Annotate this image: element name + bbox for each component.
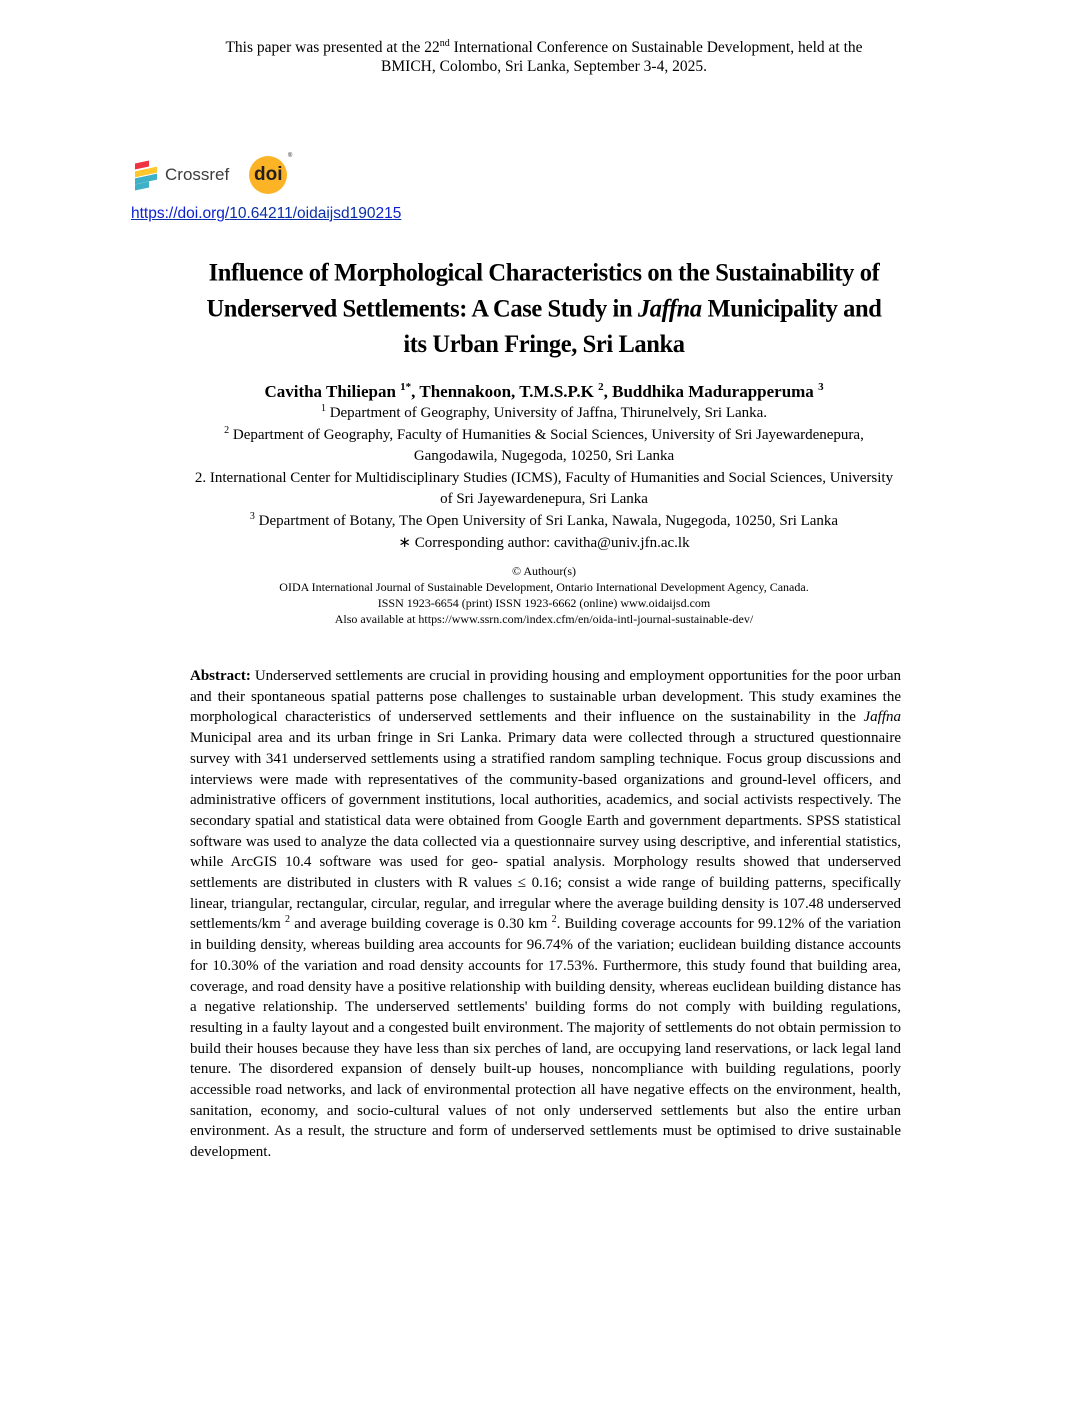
conference-note-line2: BMICH, Colombo, Sri Lanka, September 3-4, 2025. [381,58,707,75]
author: Thennakoon, T.M.S.P.K $^2$, [419,381,613,401]
issn: ISSN 1923-6654 (print) ISSN 1923-6662 (online) www.oidaijsd.com [377,596,711,610]
affiliation-1: $^1$ Department of Geography, University of Jaffna, Thirunelvely, Sri Lanka. [320,403,768,421]
abstract: Abstract: Underserved settlements are crucial in providing housing and employment opportunities for the poor urban and their spontaneous spatial patterns pose challenges to sustainable urban development. This study examines the morphological characteristics of underserved settlements and their influence on the sustainability in the Jaffna Municipal area and its urban fringe in Sri Lanka. Primary data were collected through a structured questionnaire survey with 341 underserved settlements using a stratified random sampling technique. Focus group discussions and interviews were made with representatives of the community-based organizations and ground-level officers, and administrative officers of government institutions, local authorities, academics, and social activists respectively. The secondary spatial and statistical data were obtained from Google Earth and government departments. SPSS statistical software was used to analyze the data collected via a questionnaire survey using descriptive, and inferential statistics, while ArcGIS 10.4 software was used for geo- spatial analysis. Morphology results showed that underserved settlements are distributed in clusters with R values ≤ 0.16; consist a wide range of building patterns, specifically linear, triangular, rectangular, circular, regular, and irregular where the average building density is 107.48 underserved settlements/km $^2$ and average building coverage is 0.30 km $^2$. Building coverage accounts for 99.12% of the variation in building density, whereas building area accounts for 96.74% of the variation; euclidean building distance accounts for 10.30% of the variation and road density accounts for 17.53%. Furthermore, this study found that building area, coverage, and road density have a positive relationship with building density, whereas euclidean building distance has a negative relationship. The underserved settlements' building forms do not comply with building regulations, resulting in a faulty layout and a congested built environment. The majority of settlements do not obtain permission to build their houses because they have less than six perches of land, are occupying land reservations, or lack legal land tenure. The disordered expansion of densely built-up houses, noncompliance with building regulations, poorly accessible road networks, and lack of environmental protection all have negative effects on the environment, health, sanitation, economy, and socio-cultural values of not only underserved settlements but also the entire urban environment. As a result, the structure and form of underserved settlements must be optimised to drive sustainable development. [190,668,901,1161]
affiliations [110,403,978,554]
crossref-logo-icon [135,160,161,190]
author-list [110,381,978,403]
affiliation-2b-cont: of Sri Jayewardenepura, Sri Lanka [440,491,648,508]
journal-info [160,563,928,627]
corresponding-author: ∗ Corresponding author: cavitha@univ.jfn.ac.lk [398,534,690,551]
abstract-label: Abstract: [190,668,251,684]
ssrn-link: Also available at https://www.ssrn.com/index.cfm/en/oida-intl-journal-sustainable-dev/ [334,612,754,626]
journal-name: OIDA International Journal of Sustainable Development, Ontario International Development Agency, Canada. [279,580,809,594]
author: Cavitha Thiliepan $^{1*}$, [264,381,420,401]
affiliation-2-cont: Gangodawila, Nugegoda, 10250, Sri Lanka [413,448,675,465]
publisher-logos [135,153,293,195]
copyright: © Authour(s) [511,564,577,578]
affiliation-2: $^2$ Department of Geography, Faculty of Humanities & Social Sciences, University of Sri Jayewardenepura, [224,424,864,443]
author: Buddhika Madurapperuma $^3$ [612,381,824,401]
doi-logo-icon: doi ® [249,156,287,194]
affiliation-2b: 2. International Center for Multidisciplinary Studies (ICMS), Faculty of Humanities and Social Sciences, University [194,469,894,486]
paper-title: Influence of Morphological Characteristics on the Sustainability of Underserved Settlements: A Case Study in Jaffna Municipality and its Urban Fringe, Sri Lanka [206,258,882,359]
affiliation-3: $^3$ Department of Botany, The Open University of Sri Lanka, Nawala, Nugegoda, 10250, Sri Lanka [249,510,839,529]
conference-note-line1: This paper was presented at the 22nd International Conference on Sustainable Development, held at the [225,38,863,56]
crossref-logo-text: Crossref [165,165,230,184]
conference-note [110,38,978,76]
doi-link[interactable]: https://doi.org/10.64211/oidaijsd190215 [131,205,402,222]
